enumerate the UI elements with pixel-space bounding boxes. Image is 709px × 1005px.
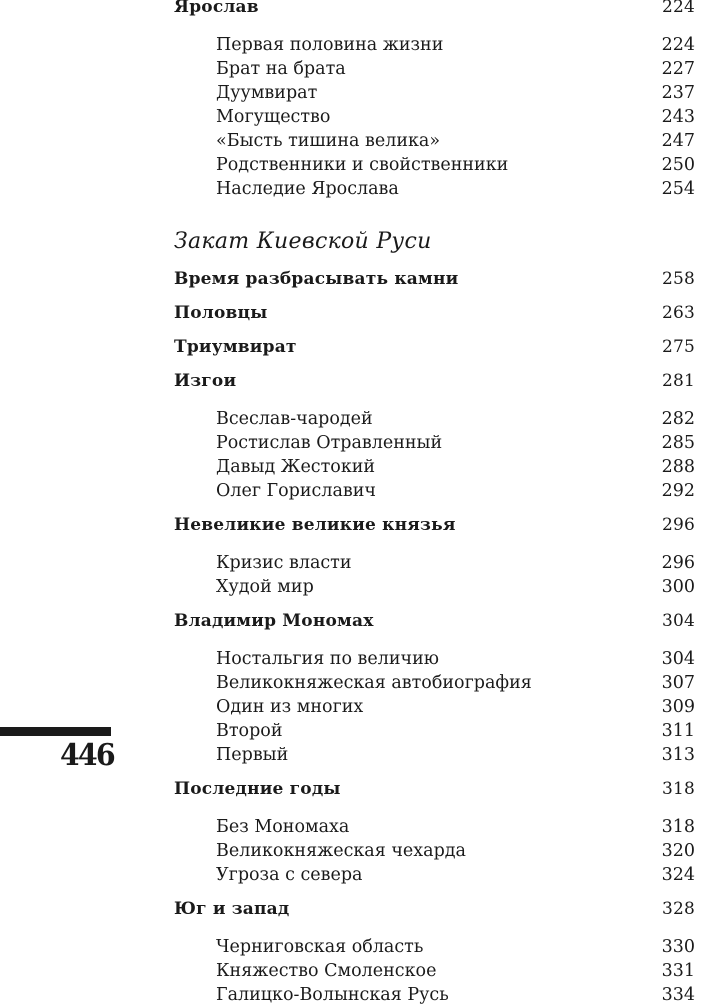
toc-entry-title: Могущество [216, 107, 331, 127]
toc-entry-title: Черниговская область [216, 937, 424, 957]
toc-subchapter [216, 673, 695, 693]
toc-chapter [174, 303, 695, 323]
toc-entry-page: 224 [661, 0, 695, 17]
toc-entry-page: 331 [661, 961, 695, 981]
toc-entry-page: 282 [661, 409, 695, 429]
toc-chapter [174, 611, 695, 631]
toc-entry-page: 263 [661, 303, 695, 323]
toc-entry-title: Брат на брата [216, 59, 346, 79]
toc-chapter [174, 0, 695, 17]
toc-chapter [174, 515, 695, 535]
toc-entry-page: 258 [661, 269, 695, 289]
toc-subchapter [216, 131, 695, 151]
toc-subchapter [216, 817, 695, 837]
toc-entry-page: 304 [661, 649, 695, 669]
toc-entry-page: 318 [661, 779, 695, 799]
page-number-rule [0, 727, 111, 736]
toc-entry-page: 237 [661, 83, 695, 103]
toc-entry-page: 296 [661, 553, 695, 573]
toc-entry-page: 330 [661, 937, 695, 957]
toc-subchapter [216, 745, 695, 765]
toc-entry-title: Один из многих [216, 697, 364, 717]
toc-entry-page: 275 [661, 337, 695, 357]
toc-subchapter [216, 961, 695, 981]
toc-entry-page: 254 [661, 179, 695, 199]
toc-entry-page: 324 [661, 865, 695, 885]
toc-entry-title: Невеликие великие князья [174, 515, 456, 535]
toc-chapter [174, 899, 695, 919]
toc-entry-title: Всеслав-чародей [216, 409, 373, 429]
toc-subchapter [216, 35, 695, 55]
toc-entry-page: 320 [661, 841, 695, 861]
toc-entry-page: 311 [661, 721, 695, 741]
toc-subchapter [216, 457, 695, 477]
toc-entry-page: 309 [661, 697, 695, 717]
toc-entry-page: 318 [661, 817, 695, 837]
toc-entry-page: 300 [661, 577, 695, 597]
toc-entry-page: 328 [661, 899, 695, 919]
toc-entry-page: 304 [661, 611, 695, 631]
toc-entry-title: Первый [216, 745, 289, 765]
toc-chapter [174, 269, 695, 289]
toc-subchapter [216, 865, 695, 885]
toc-subchapter [216, 985, 695, 1005]
toc-entry-title: Великокняжеская чехарда [216, 841, 466, 861]
toc-entry-title: Владимир Мономах [174, 611, 374, 631]
toc-subchapter [216, 697, 695, 717]
toc-entry-title: Наследие Ярослава [216, 179, 399, 199]
toc-subchapter [216, 553, 695, 573]
toc-entry-title: Давыд Жестокий [216, 457, 376, 477]
toc-entry-page: 285 [661, 433, 695, 453]
toc-entry-title: Половцы [174, 303, 268, 323]
toc-entry-page: 292 [661, 481, 695, 501]
toc-subchapter [216, 83, 695, 103]
toc-subchapter [216, 433, 695, 453]
toc-entry-title: Галицко-Волынская Русь [216, 985, 449, 1005]
toc-subchapter [216, 841, 695, 861]
toc-subchapter [216, 481, 695, 501]
toc-entry-title: Родственники и свойственники [216, 155, 509, 175]
toc-chapter [174, 337, 695, 357]
toc-entry-title: Ростислав Отравленный [216, 433, 443, 453]
toc-entry-title: Угроза с севера [216, 865, 363, 885]
toc-subchapter [216, 409, 695, 429]
toc-entry-title: Олег Гориславич [216, 481, 376, 501]
page-number: 446 [60, 738, 114, 773]
toc-subchapter [216, 649, 695, 669]
toc-entry-title: Триумвират [174, 337, 297, 357]
toc-entry-title: Ностальгия по величию [216, 649, 440, 669]
toc-entry-title: Время разбрасывать камни [174, 269, 459, 289]
toc-subchapter [216, 721, 695, 741]
toc-entry-page: 296 [661, 515, 695, 535]
toc-entry-title: Худой мир [216, 577, 314, 597]
toc-entry-page: 307 [661, 673, 695, 693]
toc-subchapter [216, 107, 695, 127]
toc-entry-page: 281 [661, 371, 695, 391]
toc-entry-title: Без Мономаха [216, 817, 350, 837]
toc-chapter [174, 779, 695, 799]
toc-entry-title: Дуумвират [216, 83, 318, 103]
toc-entry-title: Изгои [174, 371, 237, 391]
toc-entry-title: «Бысть тишина велика» [216, 131, 441, 151]
section-title: Закат Киевской Руси [174, 229, 432, 254]
toc-entry-page: 288 [661, 457, 695, 477]
toc-subchapter [216, 179, 695, 199]
toc-entry-title: Юг и запад [174, 899, 290, 919]
toc-entry-page: 334 [661, 985, 695, 1005]
toc-subchapter [216, 577, 695, 597]
toc-subchapter [216, 59, 695, 79]
toc-entry-title: Кризис власти [216, 553, 352, 573]
toc-entry-title: Ярослав [174, 0, 259, 17]
toc-entry-title: Великокняжеская автобиография [216, 673, 532, 693]
toc-entry-page: 250 [661, 155, 695, 175]
toc-entry-page: 224 [661, 35, 695, 55]
toc-entry-title: Второй [216, 721, 283, 741]
toc-entry-page: 243 [661, 107, 695, 127]
toc-subchapter [216, 937, 695, 957]
toc-subchapter [216, 155, 695, 175]
toc-entry-page: 313 [661, 745, 695, 765]
toc-entry-page: 247 [661, 131, 695, 151]
toc-entry-title: Первая половина жизни [216, 35, 444, 55]
toc-entry-page: 227 [661, 59, 695, 79]
toc-chapter [174, 371, 695, 391]
toc-entry-title: Княжество Смоленское [216, 961, 437, 981]
toc-entry-title: Последние годы [174, 779, 341, 799]
